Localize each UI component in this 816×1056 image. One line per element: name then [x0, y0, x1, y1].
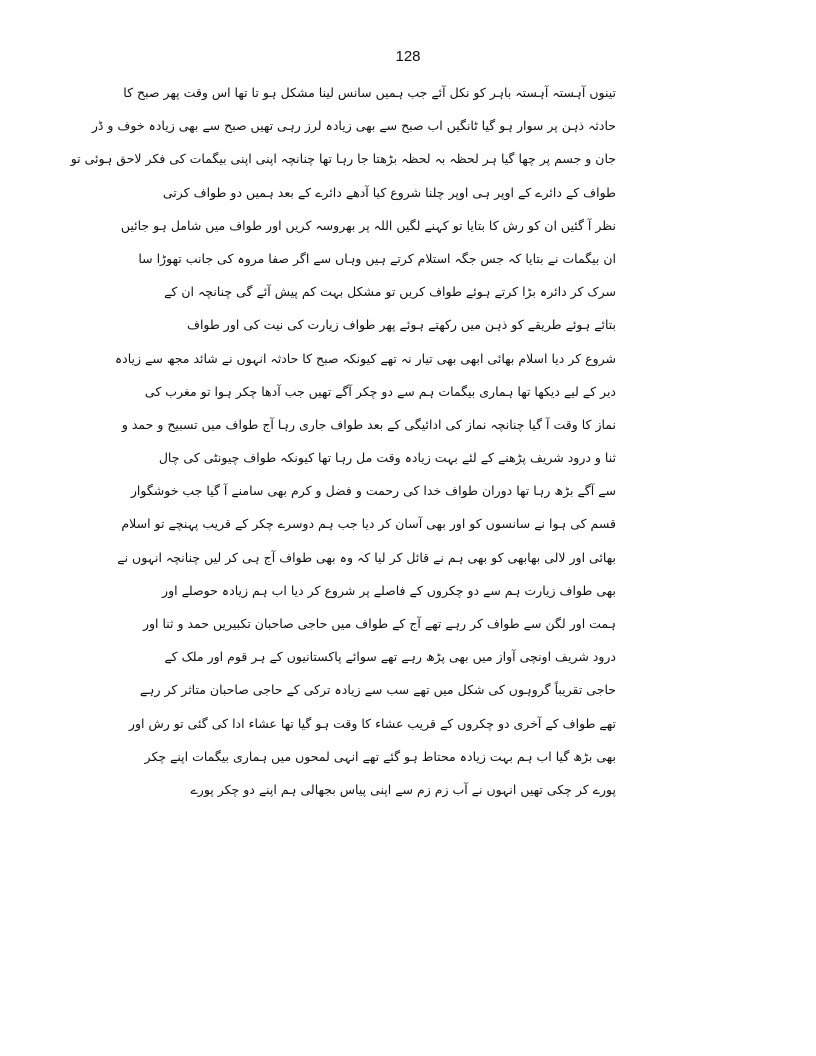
text-line: ثنا و درود شریف پڑھنے کے لئے بہت زیادہ وقت مل رہا تھا کیونکہ طواف چیونٹی کی چال — [158, 450, 616, 466]
text-line: نظر آ گئیں ان کو رش کا بتایا تو کہنے لگیں اللہ پر بھروسہ کریں اور طواف میں شامل ہو جائیں — [120, 217, 616, 233]
text-line: درود شریف اونچی آواز میں بھی پڑھ رہے تھے سوائے پاکستانیوں کے ہر قوم اور ملک کے — [164, 649, 616, 665]
text-line: ان بیگمات نے بتایا کہ جس جگہ استلام کرتے ہیں وہاں سے اگر صفا مروہ کی جانب تھوڑا سا — [138, 250, 616, 266]
text-line: تھے طواف کے آخری دو چکروں کے قریب عشاء کا وقت ہو گیا تھا عشاء ادا کی گئی تو رش اور — [128, 715, 616, 731]
text-line: ہمت اور لگن سے طواف کر رہے تھے آج کے طواف میں حاجی صاحبان تکبیریں حمد و ثنا اور — [142, 616, 616, 631]
text-line: تینوں آہستہ آہستہ باہر کو نکل آئے جب ہمیں سانس لینا مشکل ہو تا تھا اس وقت پھر صبح کا — [123, 85, 616, 100]
body-text — [70, 76, 616, 806]
text-line: بتائے ہوئے طریقے کو ذہن میں رکھتے ہوئے پھر طواف زیارت کی نیت کی اور طواف — [187, 317, 616, 333]
text-line: جان و جسم پر چھا گیا ہر لحظہ بہ لحظہ بڑھتا جا رہا تھا چنانچہ اپنی اپنی بیگمات کی فکر لاحق ہوئی تو — [70, 151, 616, 167]
text-line: بھی طواف زیارت ہم سے دو چکروں کے فاصلے پر شروع کر دیا اب ہم زیادہ حوصلے اور — [162, 582, 616, 598]
text-line: قسم کی ہوا نے سانسوں کو اور بھی آسان کر دیا جب ہم دوسرے چکر کے قریب پہنچے تو اسلام — [121, 516, 616, 532]
text-line: دیر کے لیے دیکھا تھا ہماری بیگمات ہم سے دو چکر آگے تھیں جب آدھا چکر ہوا تو مغرب کی — [144, 383, 616, 399]
page-number: 128 — [395, 48, 421, 65]
text-line: نماز کا وقت آ گیا چنانچہ نماز کی ادائیگی کے بعد طواف جاری رہا آج طواف میں تسبیح و حمد و — [121, 416, 616, 432]
text-line: بھائی اور لالی بھابھی کو بھی ہم نے قائل کر لیا کہ وہ بھی طواف آج ہی کر لیں چنانچہ انہوں نے — [117, 549, 616, 565]
text-line: حادثہ ذہن پر سوار ہو گیا ٹانگیں اب صبح سے بھی زیادہ لرز رہی تھیں صبح سے بھی زیادہ خوف و ڈر — [91, 118, 616, 134]
text-line: بھی بڑھ گیا اب ہم بہت زیادہ محتاط ہو گئے تھے انہی لمحوں میں ہماری بیگمات اپنے چکر — [144, 748, 616, 764]
text-line: شروع کر دیا اسلام بھائی ابھی بھی تیار نہ تھے کیونکہ صبح کا حادثہ انہوں نے شائد مجھ سے زیادہ — [114, 350, 616, 366]
text-line: طواف کے دائرے کے اوپر ہی اوپر چلنا شروع کیا آدھے دائرے کے بعد ہمیں دو طواف کرتی — [162, 184, 616, 200]
text-line: پورے کر چکی تھیں انہوں نے آب زم زم سے اپنی پیاس بجھالی ہم اپنے دو چکر پورے — [190, 781, 616, 797]
text-line: سرک کر دائرہ بڑا کرتے ہوئے طواف کریں تو مشکل بہت کم پیش آئے گی چنانچہ ان کے — [164, 284, 616, 300]
text-line: سے آگے بڑھ رہا تھا دوران طواف خدا کی رحمت و فضل و کرم بھی سامنے آ گیا جب خوشگوار — [130, 483, 616, 499]
text-line: حاجی تقریباً گروہوں کی شکل میں تھے سب سے زیادہ ترکی کے حاجی صاحبان متاثر کر رہے — [139, 682, 616, 698]
